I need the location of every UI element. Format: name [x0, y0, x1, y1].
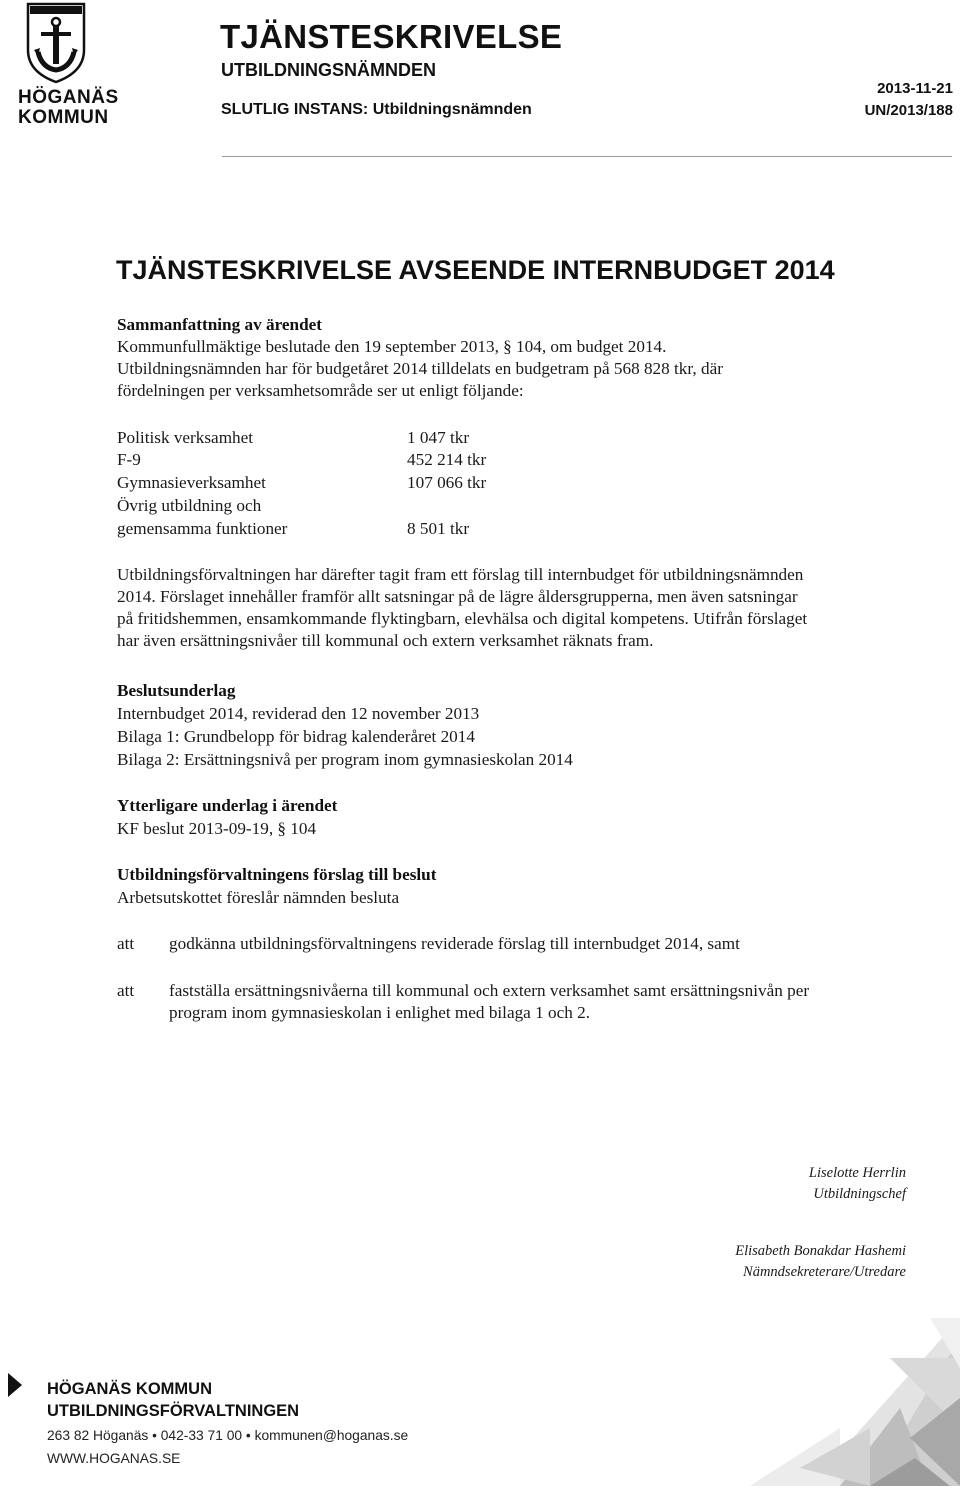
summary-paragraph — [117, 336, 917, 402]
logo-text-line1: HÖGANÄS — [18, 87, 119, 108]
basis-item: Internbudget 2014, reviderad den 12 november 2013 — [117, 704, 480, 723]
budget-row — [117, 472, 617, 494]
budget-label: gemensamma funktioner — [117, 519, 288, 538]
budget-value: 107 066 tkr — [407, 473, 487, 492]
extra-item: KF beslut 2013-09-19, § 104 — [117, 819, 317, 838]
extra-heading: Ytterligare underlag i ärendet — [117, 796, 338, 815]
decision-line: fastställa ersättningsnivåerna till kommunal och extern verksamhet samt ersättningsnivån per — [169, 981, 810, 1000]
footer-triangle-pattern — [690, 1318, 960, 1486]
footer-contact: 263 82 Höganäs • 042-33 71 00 • kommunen@hoganas.se — [47, 1428, 409, 1443]
header-date: 2013-11-21 — [877, 80, 953, 97]
decision-heading: Utbildningsförvaltningens förslag till beslut — [117, 865, 437, 884]
budget-value: 8 501 tkr — [407, 519, 470, 538]
budget-label: Politisk verksamhet — [117, 428, 254, 447]
basis-heading: Beslutsunderlag — [117, 681, 236, 700]
decision-line: godkänna utbildningsförvaltningens reviderade förslag till internbudget 2014, samt — [169, 934, 740, 953]
proposal-line: har även ersättningsnivåer till kommunal och extern verksamhet räknats fram. — [117, 631, 654, 650]
header-title: TJÄNSTESKRIVELSE — [220, 18, 563, 55]
summary-line: Utbildningsnämnden har för budgetåret 2014 tilldelats en budgetram på 568 828 tkr, där — [117, 359, 723, 378]
decision-key: att — [117, 981, 135, 1000]
summary-line: Kommunfullmäktige beslutade den 19 september 2013, § 104, om budget 2014. — [117, 337, 667, 356]
budget-label: Övrig utbildning och — [117, 496, 262, 515]
footer-organization: HÖGANÄS KOMMUN — [47, 1380, 212, 1398]
header-divider — [222, 156, 952, 157]
summary-line: fördelningen per verksamhetsområde ser ut enligt följande: — [117, 381, 524, 400]
document-title: TJÄNSTESKRIVELSE AVSEENDE INTERNBUDGET 2014 — [116, 255, 835, 285]
budget-row — [117, 495, 617, 517]
proposal-line: Utbildningsförvaltningen har därefter tagit fram ett förslag till internbudget för utbildningsnämnden — [117, 565, 804, 584]
basis-item: Bilaga 1: Grundbelopp för bidrag kalenderåret 2014 — [117, 727, 475, 746]
proposal-line: på fritidshemmen, ensamkommande flyktingbarn, elevhälsa och digital kompetens. Utifrån förslaget — [117, 609, 808, 628]
signature-title: Nämndsekreterare/Utredare — [743, 1264, 906, 1280]
decision-text — [169, 980, 929, 1024]
header-instance: SLUTLIG INSTANS: Utbildningsnämnden — [221, 101, 532, 118]
logo-text-line2: KOMMUN — [18, 107, 109, 128]
signature-name: Elisabeth Bonakdar Hashemi — [735, 1243, 906, 1259]
signature-title: Utbildningschef — [813, 1186, 906, 1202]
municipality-logo — [14, 0, 120, 132]
budget-row — [117, 518, 617, 540]
footer-website-link[interactable]: WWW.HOGANAS.SE — [47, 1451, 181, 1466]
budget-label: Gymnasieverksamhet — [117, 473, 266, 492]
footer-department: UTBILDNINGSFÖRVALTNINGEN — [47, 1402, 300, 1420]
budget-row — [117, 427, 617, 449]
signature-name: Liselotte Herrlin — [808, 1165, 906, 1181]
summary-heading: Sammanfattning av ärendet — [117, 315, 322, 334]
budget-value: 1 047 tkr — [407, 428, 470, 447]
decision-text — [169, 933, 929, 955]
basis-item: Bilaga 2: Ersättningsnivå per program inom gymnasieskolan 2014 — [117, 750, 573, 769]
proposal-paragraph — [117, 564, 917, 652]
header-case-number: UN/2013/188 — [864, 102, 953, 119]
budget-row — [117, 449, 617, 471]
decision-key: att — [117, 934, 135, 953]
decision-line: program inom gymnasieskolan i enlighet med bilaga 1 och 2. — [169, 1003, 591, 1022]
decision-intro: Arbetsutskottet föreslår nämnden besluta — [117, 888, 400, 907]
proposal-line: 2014. Förslaget innehåller framför allt satsningar på de lägre åldersgrupperna, men även satsningar — [117, 587, 798, 606]
header-department: UTBILDNINGSNÄMNDEN — [221, 60, 436, 80]
budget-label: F-9 — [117, 450, 141, 469]
budget-value: 452 214 tkr — [407, 450, 487, 469]
play-arrow-icon — [8, 1373, 22, 1397]
